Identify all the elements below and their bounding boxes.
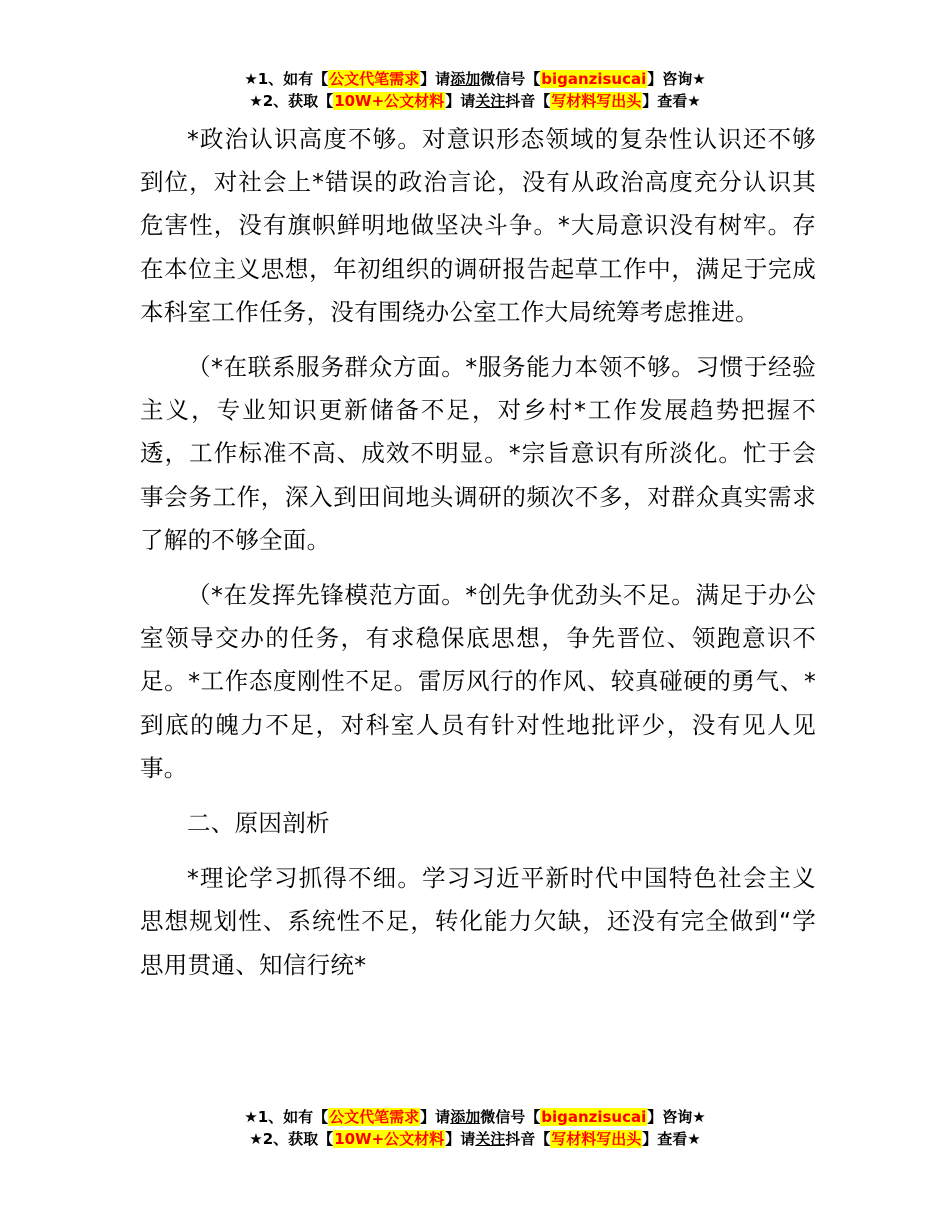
banner-text: 】咨询★ — [647, 70, 706, 88]
banner-text: ★1、如有【 — [244, 1108, 329, 1126]
banner-text: 抖音【 — [505, 92, 551, 110]
document-body — [140, 118, 816, 999]
banner-highlight: 写材料写出头 — [551, 92, 642, 110]
banner-text: 】请 — [420, 1108, 451, 1126]
footer-banner — [0, 1106, 950, 1150]
banner-text: 】请 — [445, 92, 476, 110]
paragraph: （*在发挥先锋模范方面。*创先争优劲头不足。满足于办公室领导交办的任务，有求稳保底思想，争先晋位、领跑意识不足。*工作态度刚性不足。雷厉风行的作风、较真碰硬的勇气、*到底的魄力不足，对科室人员有针对性地批评少，没有见人见事。 — [140, 581, 816, 782]
banner-text: 】咨询★ — [647, 1108, 706, 1126]
banner-emphasis: 添加 — [450, 1108, 481, 1126]
paragraph: *政治认识高度不够。对意识形态领域的复杂性认识还不够到位，对社会上*错误的政治言论，没有从政治高度充分认识其危害性，没有旗帜鲜明地做坚决斗争。*大局意识没有树牢。存在本位主义思想，年初组织的调研报告起草工作中，满足于完成本科室工作任务，没有围绕办公室工作大局统筹考虑推进。 — [140, 125, 816, 326]
banner-emphasis: 关注 — [475, 92, 506, 110]
section-heading: 二、原因剖析 — [187, 809, 330, 838]
banner-emphasis: 添加 — [450, 70, 481, 88]
banner-highlight: 10W+公文材料 — [334, 92, 445, 110]
banner-text: 】查看★ — [642, 92, 701, 110]
header-banner-line-1 — [0, 68, 950, 90]
banner-text: ★2、获取【 — [249, 1130, 334, 1148]
paragraph: （*在联系服务群众方面。*服务能力本领不够。习惯于经验主义，专业知识更新储备不足，对乡村*工作发展趋势把握不透，工作标准不高、成效不明显。*宗旨意识有所淡化。忙于会事会务工作，深入到田间地头调研的频次不多，对群众真实需求了解的不够全面。 — [140, 353, 816, 554]
banner-text: ★1、如有【 — [244, 70, 329, 88]
banner-highlight: 公文代笔需求 — [329, 70, 420, 88]
banner-text: 】查看★ — [642, 1130, 701, 1148]
footer-banner-line-2 — [0, 1128, 950, 1150]
banner-highlight: biganzisucai — [541, 70, 647, 88]
banner-text: ★2、获取【 — [249, 92, 334, 110]
banner-highlight: 写材料写出头 — [551, 1130, 642, 1148]
footer-banner-line-1 — [0, 1106, 950, 1128]
banner-highlight: 公文代笔需求 — [329, 1108, 420, 1126]
paragraph: *理论学习抓得不细。学习习近平新时代中国特色社会主义思想规划性、系统性不足，转化能力欠缺，还没有完全做到“学思用贯通、知信行统* — [140, 864, 816, 979]
banner-text: 抖音【 — [505, 1130, 551, 1148]
banner-highlight: biganzisucai — [541, 1108, 647, 1126]
banner-emphasis: 关注 — [475, 1130, 506, 1148]
banner-text: 】请 — [420, 70, 451, 88]
banner-text: 微信号【 — [480, 70, 541, 88]
banner-text: 微信号【 — [480, 1108, 541, 1126]
banner-highlight: 10W+公文材料 — [334, 1130, 445, 1148]
header-banner — [0, 68, 950, 112]
header-banner-line-2 — [0, 90, 950, 112]
banner-text: 】请 — [445, 1130, 476, 1148]
